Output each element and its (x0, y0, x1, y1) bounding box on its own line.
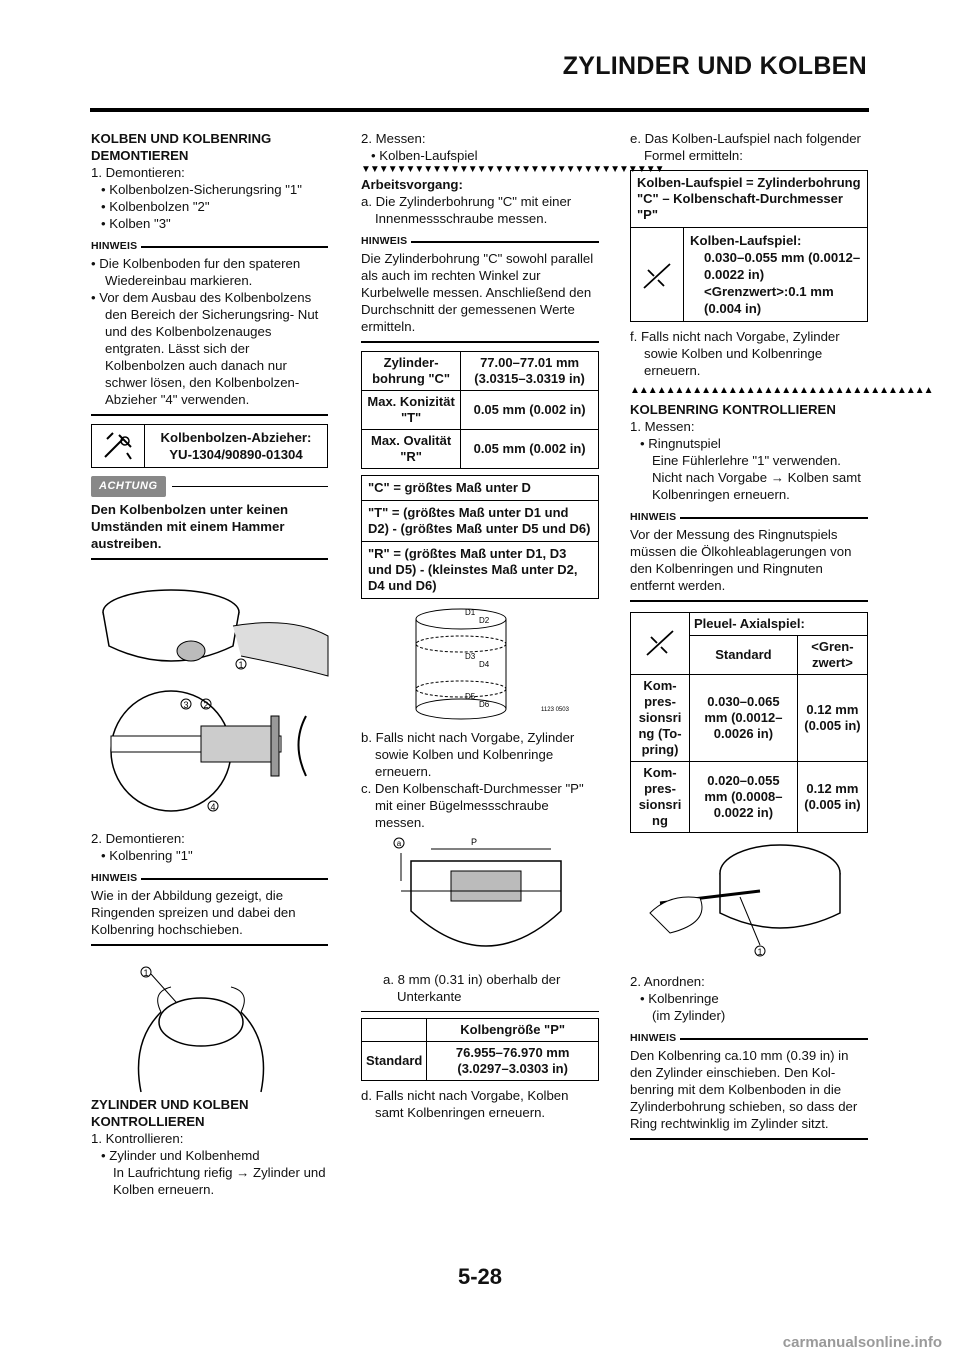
page-title: ZYLINDER UND KOLBEN (562, 52, 867, 80)
step-text: a. 8 mm (0.31 in) oberhalb der Unterkante (383, 972, 561, 1004)
spec-value: 0.030–0.055 mm (0.0012–0.0022 in) (704, 250, 861, 282)
fig-label: a (396, 839, 402, 848)
list-item: • Zylinder und Kolbenhemd (101, 1148, 260, 1163)
fig-label: D5 (465, 692, 476, 701)
formula-t: "T" = (größtes Maß unter D1 und D2) - (größtes Maß unter D5 und D6) (362, 501, 599, 542)
feeler-gauge-illustration (630, 833, 868, 973)
note-text: Wie in der Abbildung gezeigt, die Ringenden spreizen und dabei den Kolbenring hochschieben. (91, 888, 296, 937)
list-item: • Kolben "3" (101, 216, 171, 231)
fig-label: D2 (479, 616, 490, 625)
tool-spec: Kolbenbolzen-Abzieher: YU-1304/90890-01304 (160, 430, 312, 462)
table-cell: 0.12 mm (0.005 in) (797, 675, 867, 762)
step: 1. Messen: (630, 419, 695, 434)
column-3 (630, 130, 933, 1146)
divider (91, 944, 328, 946)
fig-label: D6 (479, 700, 490, 709)
step: 2. Demontieren: (91, 831, 185, 846)
list-item: • Kolbenbolzen-Sicherungsring "1" (101, 182, 302, 197)
step-text: In Laufrichtung riefig → Zylinder und Kolben erneuern. (113, 1165, 326, 1197)
table-cell: 0.12 mm (0.005 in) (797, 762, 867, 833)
table-cell: 0.05 mm (0.002 in) (461, 391, 599, 430)
note-item: • Vor dem Ausbau des Kolbenbolzens den Bereich der Sicherungsring- Nut und des Kolbenbolzenauges entgraten. Lässt sich der Kolbenbolzen auch danach nur schwer lösen, den Kolbenbolzen- Abzieher "4" verwenden. (91, 290, 319, 407)
table-cell: 0.030–0.065 mm (0.0012–0.0026 in) (690, 675, 798, 762)
fig-label: D1 (465, 608, 476, 617)
cylinder-spec-table (361, 351, 599, 469)
svg-text:4: 4 (210, 802, 216, 812)
formula: Kolben-Laufspiel = Zylinderbohrung "C" – Kolbenschaft-Durchmesser "P" (631, 171, 868, 228)
piston-pin-illustration (91, 566, 328, 826)
fig-label: P (471, 837, 478, 847)
footer-watermark: carmanualsonline.info (782, 1334, 942, 1351)
formula-c: "C" = größtes Maß unter D (362, 476, 599, 501)
step-text: (im Zylinder) (652, 1008, 726, 1023)
note-header: HINWEIS (91, 238, 328, 255)
list-item: • Kolbenring "1" (101, 848, 193, 863)
step: 1. Kontrollieren: (91, 1131, 184, 1146)
divider (361, 1011, 599, 1012)
table-cell: Standard (362, 1042, 427, 1081)
table-cell: 76.955–76.970 mm (3.0297–3.0303 in) (427, 1042, 599, 1081)
list-item: • Kolbenringe (640, 991, 719, 1006)
table-header: Standard (690, 636, 798, 675)
svg-text:2: 2 (203, 700, 209, 710)
list-item: • Ringnutspiel (640, 436, 721, 451)
step-text: b. Falls nicht nach Vorgabe, Zylinder sowie Kolben und Kolbenringe erneuern. (361, 730, 575, 779)
divider (91, 558, 328, 560)
table-cell: Max. Konizität "T" (362, 391, 461, 430)
divider (91, 414, 328, 416)
spec-title: Kolben-Laufspiel: (690, 233, 802, 248)
clearance-formula (630, 170, 868, 228)
spec-box (630, 228, 868, 322)
page-number: 5-28 (457, 1264, 503, 1289)
note-item: • Die Kolbenboden fur den spateren Wiedereinbau markieren. (91, 256, 301, 288)
note-text: Den Kolbenring ca.10 mm (0.39 in) in den Zylinder einschieben. Den Kolbenring mit dem Kolbenboden in die Zylinderbohrung schieben, so dass der Ring rechtwinklig im Zylinder sitzt. (630, 1048, 858, 1131)
note-header: HINWEIS (91, 870, 328, 887)
section-heading: KOLBENRING KONTROLLIEREN (630, 402, 836, 417)
step-text: f. Falls nicht nach Vorgabe, Zylinder sowie Kolben und Kolbenringe erneuern. (630, 329, 840, 378)
note-header: HINWEIS (361, 233, 599, 250)
procedure-start-marker: ▼▼▼▼▼▼▼▼▼▼▼▼▼▼▼▼▼▼▼▼▼▼▼▼▼▼▼▼▼▼▼▼▼▼ (361, 164, 664, 175)
step-text: a. Die Zylinderbohrung "C" mit einer Innenmessschraube messen. (361, 194, 572, 226)
step-text: Eine Fühlerlehre "1" verwenden. Nicht nach Vorgabe → Kolben samt Kolbenringen erneuern. (652, 453, 861, 502)
header-rule (90, 108, 869, 112)
piston-ring-removal-illustration (91, 952, 328, 1092)
divider (630, 600, 868, 602)
table-cell: 77.00–77.01 mm (3.0315–3.0319 in) (461, 352, 599, 391)
measure-icon-cell (631, 613, 690, 675)
table-cell: Zylinderbohrung "C" (362, 352, 461, 391)
svg-text:1: 1 (757, 947, 763, 957)
divider (361, 341, 599, 343)
cylinder-bore-illustration (361, 599, 599, 729)
formula-r: "R" = (größtes Maß unter D1, D3 und D5) - (kleinstes Maß unter D2, D4 und D6) (362, 542, 599, 599)
caution-text: Den Kolbenbolzen unter keinen Umständen mit einem Hammer austreiben. (91, 502, 289, 551)
table-cell: Max. Ovalität "R" (362, 430, 461, 469)
procedure-end-marker: ▲▲▲▲▲▲▲▲▲▲▲▲▲▲▲▲▲▲▲▲▲▲▲▲▲▲▲▲▲▲▲▲▲▲ (630, 385, 933, 396)
step: 1. Demontieren: (91, 165, 185, 180)
table-header: <Grenzwert> (797, 636, 867, 675)
svg-text:3: 3 (183, 700, 189, 710)
note-text: Vor der Messung des Ringnutspiels müssen die Ölkohleablagerungen von den Kolbenringen und Ringnuten entfernt werden. (630, 527, 852, 593)
note-text: Die Zylinderbohrung "C" sowohl parallel als auch im rechten Winkel zur Kurbelwelle messen. Anschließend den Durchschnitt der gemessenen Werte ermitteln. (361, 251, 594, 334)
caution-header: ACHTUNG (91, 476, 328, 497)
step-text: d. Falls nicht nach Vorgabe, Kolben samt Kolbenringen erneuern. (361, 1088, 569, 1120)
spec-limit: <Grenzwert>:0.1 mm (0.004 in) (704, 284, 834, 316)
measure-icon (631, 228, 684, 321)
measure-icon (643, 627, 677, 657)
table-cell: 0.05 mm (0.002 in) (461, 430, 599, 469)
list-item: • Kolbenbolzen "2" (101, 199, 210, 214)
step-text: e. Das Kolben-Laufspiel nach folgender Formel ermitteln: (630, 131, 861, 163)
column-1 (91, 130, 328, 1198)
fig-code: 1123 0503 (541, 707, 569, 713)
note-header: HINWEIS (630, 1030, 868, 1047)
step-text: c. Den Kolbenschaft-Durchmesser "P" mit einer Bügelmessschraube messen. (361, 781, 584, 830)
micrometer-illustration (361, 831, 599, 971)
table-cell: Kompressionsri ng (631, 762, 690, 833)
ring-clearance-table (630, 612, 868, 833)
list-item: • Kolben-Laufspiel (371, 148, 478, 163)
table-header: Kolbengröße "P" (427, 1019, 599, 1042)
fig-label: D3 (465, 652, 476, 661)
section-heading: ZYLINDER UND KOLBEN KONTROLLIEREN (91, 1097, 249, 1129)
table-title: Pleuel- Axialspiel: (690, 613, 868, 636)
piston-size-table (361, 1018, 599, 1081)
formula-table (361, 475, 599, 599)
svg-text:1: 1 (143, 968, 149, 978)
divider (630, 1138, 868, 1140)
table-cell: Kompressionsri ng (Topring) (631, 675, 690, 762)
svg-text:1: 1 (238, 660, 244, 670)
procedure-heading: Arbeitsvorgang: (361, 177, 463, 192)
table-cell: 0.020–0.055 mm (0.0008–0.0022 in) (690, 762, 798, 833)
note-header: HINWEIS (630, 509, 868, 526)
step: 2. Anordnen: (630, 974, 705, 989)
step: 2. Messen: (361, 131, 426, 146)
tool-box (91, 424, 328, 468)
tool-icon (92, 425, 145, 467)
section-heading: KOLBEN UND KOLBENRING DEMONTIEREN (91, 131, 272, 163)
fig-label: D4 (479, 660, 490, 669)
